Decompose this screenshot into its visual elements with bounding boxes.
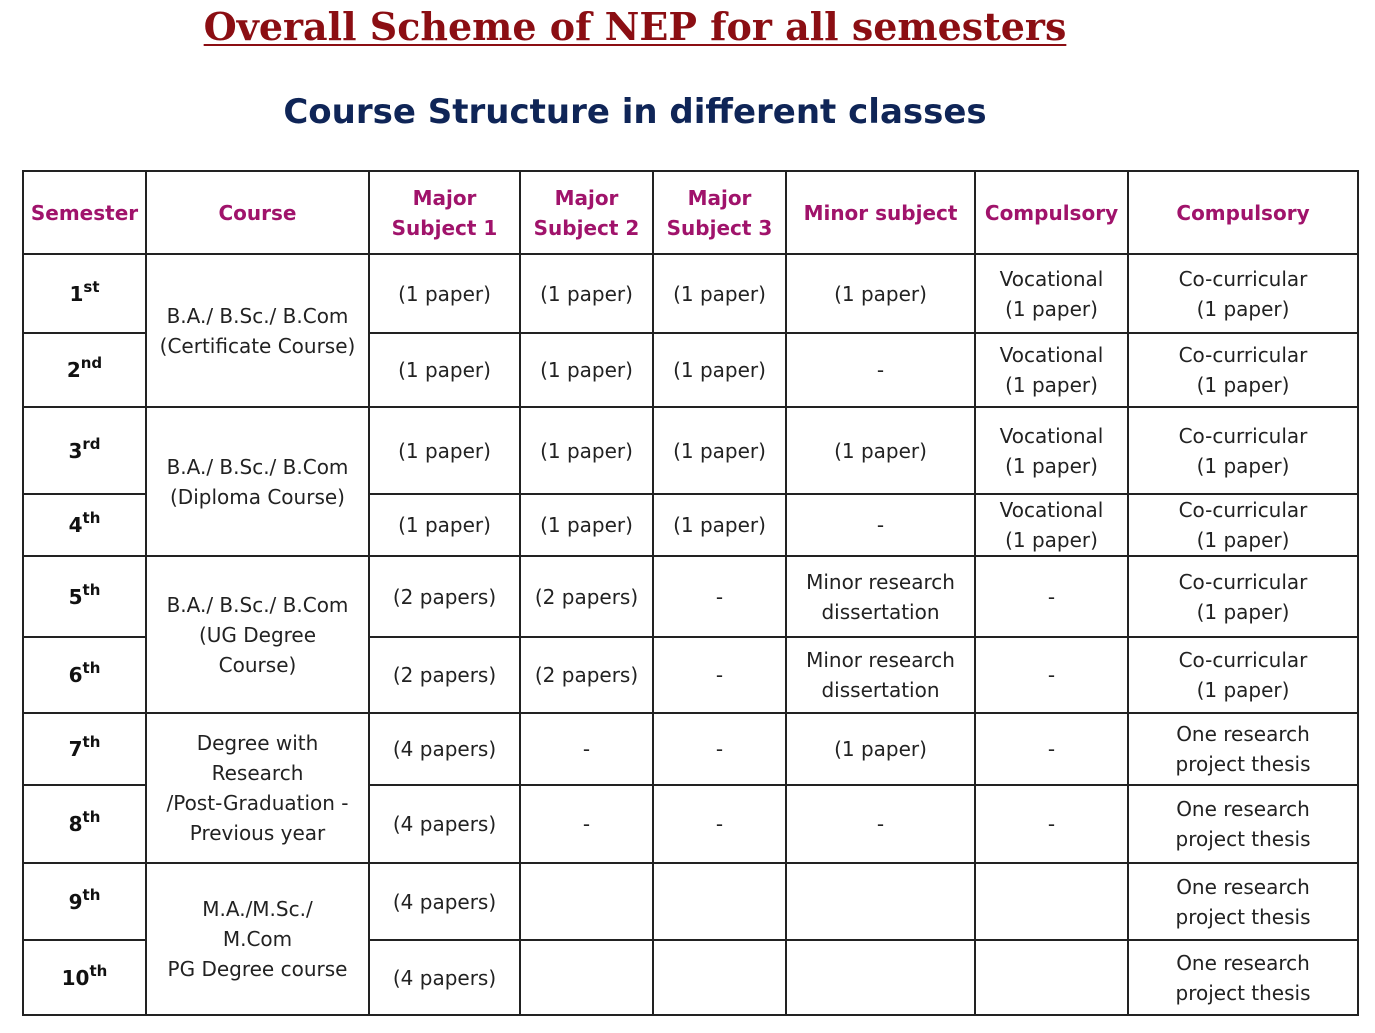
compulsory-vocational-cell (975, 407, 1128, 494)
semester-number: 10 (61, 965, 90, 990)
semester-cell (23, 940, 146, 1015)
header-major-subject-3 (653, 171, 786, 254)
major-subject-2-cell: (1 paper) (520, 254, 653, 333)
cell-line: Co-curricular (1178, 498, 1308, 522)
cell-line: - (876, 513, 885, 537)
major-subject-2-cell: - (520, 785, 653, 863)
compulsory-cocurricular-cell (1128, 494, 1358, 556)
semester-number: 7 (68, 737, 83, 761)
page-subtitle: Course Structure in different classes (283, 92, 987, 132)
page-title: Overall Scheme of NEP for all semesters (203, 4, 1067, 49)
semester-ordinal-suffix: th (82, 659, 101, 677)
header-minor-subject: Minor subject (786, 171, 975, 254)
cell-line: Minor research (806, 569, 955, 594)
major-subject-2-cell: (1 paper) (520, 407, 653, 494)
cell-line: project thesis (1175, 904, 1311, 929)
course-line: Research (211, 761, 304, 785)
cell-line: One research (1176, 874, 1310, 899)
compulsory-vocational-cell (975, 785, 1128, 863)
course-diploma (146, 407, 369, 556)
cell-line: (1 paper) (834, 737, 927, 761)
minor-subject-cell (786, 494, 975, 556)
table-row (23, 254, 1358, 333)
semester-ordinal-suffix: rd (82, 434, 101, 453)
semester-number: 2 (66, 358, 81, 382)
cell-line: dissertation (821, 599, 940, 624)
course-ug-degree (146, 556, 369, 713)
cell-line: project thesis (1175, 980, 1311, 1005)
major-subject-2-cell: - (520, 713, 653, 785)
minor-subject-cell (786, 254, 975, 333)
major-subject-2-cell: (1 paper) (520, 494, 653, 556)
semester-number: 6 (68, 663, 83, 687)
minor-subject-cell (786, 785, 975, 863)
header-major-subject-2 (520, 171, 653, 254)
cell-line: - (876, 358, 885, 382)
course-line: Course) (218, 652, 297, 677)
header-line: Major (412, 185, 477, 210)
compulsory-cocurricular-cell (1128, 713, 1358, 785)
major-subject-3-cell (653, 863, 786, 940)
cell-line: project thesis (1175, 827, 1311, 851)
cell-line: (1 paper) (1196, 296, 1290, 321)
major-subject-1-cell: (4 papers) (369, 785, 520, 863)
cell-line: Co-curricular (1178, 648, 1308, 672)
cell-line: (1 paper) (1196, 373, 1290, 397)
cell-line: (1 paper) (1005, 453, 1098, 478)
course-certificate (146, 254, 369, 407)
table-row (23, 713, 1358, 785)
cell-line: - (1047, 737, 1056, 761)
compulsory-vocational-cell (975, 333, 1128, 407)
major-subject-3-cell: - (653, 637, 786, 713)
compulsory-cocurricular-cell (1128, 254, 1358, 333)
course-line: M.Com (222, 927, 293, 951)
compulsory-vocational-cell (975, 254, 1128, 333)
semester-number: 8 (68, 812, 83, 836)
cell-line: - (1047, 812, 1056, 836)
compulsory-cocurricular-cell (1128, 407, 1358, 494)
course-degree-with-research (146, 713, 369, 863)
major-subject-1-cell: (1 paper) (369, 254, 520, 333)
course-line: B.A./ B.Sc./ B.Com (166, 303, 349, 328)
header-course: Course (146, 171, 369, 254)
table-row (23, 407, 1358, 494)
major-subject-1-cell: (1 paper) (369, 407, 520, 494)
major-subject-1-cell: (2 papers) (369, 637, 520, 713)
cell-line: Vocational (999, 498, 1104, 522)
course-line: Degree with (196, 731, 319, 755)
major-subject-1-cell: (2 papers) (369, 556, 520, 637)
cell-line: (1 paper) (1196, 599, 1290, 624)
cell-line: (1 paper) (1196, 528, 1290, 552)
semester-cell (23, 785, 146, 863)
minor-subject-cell (786, 637, 975, 713)
semester-cell (23, 863, 146, 940)
semester-ordinal-suffix: th (82, 580, 101, 599)
course-pg-degree (146, 863, 369, 1015)
semester-number: 4 (68, 513, 83, 537)
compulsory-cocurricular-cell (1128, 940, 1358, 1015)
cell-line: (1 paper) (1196, 678, 1290, 702)
header-major-subject-1 (369, 171, 520, 254)
cell-line: Vocational (999, 343, 1104, 367)
cell-line: - (1047, 584, 1056, 609)
compulsory-cocurricular-cell (1128, 863, 1358, 940)
course-line: PG Degree course (167, 957, 348, 981)
major-subject-3-cell: - (653, 556, 786, 637)
compulsory-vocational-cell (975, 637, 1128, 713)
course-line: /Post-Graduation - (166, 791, 349, 815)
course-line: B.A./ B.Sc./ B.Com (166, 592, 349, 617)
cell-line: Vocational (999, 423, 1104, 448)
minor-subject-cell (786, 713, 975, 785)
major-subject-2-cell: (1 paper) (520, 333, 653, 407)
header-line: Subject 1 (391, 215, 498, 240)
header-compulsory-vocational: Compulsory (975, 171, 1128, 254)
cell-line: One research (1176, 722, 1310, 746)
cell-line: Co-curricular (1178, 569, 1308, 594)
compulsory-vocational-cell (975, 713, 1128, 785)
major-subject-2-cell: (2 papers) (520, 637, 653, 713)
semester-ordinal-suffix: th (82, 808, 101, 826)
major-subject-2-cell: (2 papers) (520, 556, 653, 637)
semester-ordinal-suffix: th (82, 733, 101, 751)
cell-line: (1 paper) (834, 281, 927, 306)
minor-subject-cell (786, 556, 975, 637)
compulsory-vocational-cell (975, 556, 1128, 637)
header-semester: Semester (23, 171, 146, 254)
major-subject-3-cell: (1 paper) (653, 333, 786, 407)
cell-line: Vocational (999, 266, 1104, 291)
cell-line: - (876, 812, 885, 836)
compulsory-vocational-cell (975, 863, 1128, 940)
semester-number: 5 (68, 584, 83, 609)
major-subject-3-cell: (1 paper) (653, 494, 786, 556)
semester-cell (23, 407, 146, 494)
minor-subject-cell (786, 940, 975, 1015)
semester-ordinal-suffix: th (82, 509, 101, 527)
semester-cell (23, 556, 146, 637)
cell-line: dissertation (821, 678, 940, 702)
major-subject-3-cell: - (653, 713, 786, 785)
cell-line: (1 paper) (1005, 528, 1098, 552)
cell-line: Co-curricular (1178, 343, 1308, 367)
semester-number: 9 (68, 889, 83, 914)
header-compulsory-cocurricular: Compulsory (1128, 171, 1358, 254)
cell-line: Co-curricular (1178, 266, 1308, 291)
table-row (23, 556, 1358, 637)
course-structure-table (22, 170, 1359, 1016)
compulsory-cocurricular-cell (1128, 333, 1358, 407)
cell-line: Co-curricular (1178, 423, 1308, 448)
major-subject-1-cell: (4 papers) (369, 940, 520, 1015)
header-line: Subject 2 (533, 215, 640, 240)
semester-cell (23, 637, 146, 713)
major-subject-3-cell: (1 paper) (653, 254, 786, 333)
semester-cell (23, 713, 146, 785)
semester-number: 3 (68, 438, 83, 463)
semester-cell (23, 254, 146, 333)
course-line: B.A./ B.Sc./ B.Com (166, 454, 349, 479)
cell-line: project thesis (1175, 752, 1311, 776)
header-line: Subject 3 (666, 215, 773, 240)
compulsory-cocurricular-cell (1128, 556, 1358, 637)
semester-cell (23, 494, 146, 556)
compulsory-vocational-cell (975, 940, 1128, 1015)
cell-line: (1 paper) (1005, 373, 1098, 397)
semester-number: 1 (69, 281, 84, 306)
minor-subject-cell (786, 407, 975, 494)
cell-line: One research (1176, 797, 1310, 821)
header-line: Major (554, 185, 619, 210)
semester-ordinal-suffix: nd (80, 354, 103, 372)
minor-subject-cell (786, 863, 975, 940)
course-line: (UG Degree (198, 622, 317, 647)
course-line: Previous year (189, 821, 326, 845)
minor-subject-cell (786, 333, 975, 407)
major-subject-2-cell (520, 863, 653, 940)
major-subject-2-cell (520, 940, 653, 1015)
table-row (23, 863, 1358, 940)
cell-line: (1 paper) (1005, 296, 1098, 321)
semester-cell (23, 333, 146, 407)
cell-line: One research (1176, 950, 1310, 975)
cell-line: - (1047, 663, 1056, 687)
course-line: (Certificate Course) (159, 333, 356, 358)
compulsory-vocational-cell (975, 494, 1128, 556)
cell-line: (1 paper) (1196, 453, 1290, 478)
compulsory-cocurricular-cell (1128, 785, 1358, 863)
major-subject-1-cell: (4 papers) (369, 713, 520, 785)
cell-line: Minor research (806, 648, 955, 672)
course-line: M.A./M.Sc./ (202, 897, 313, 921)
header-line: Major (687, 185, 752, 210)
semester-ordinal-suffix: st (83, 277, 100, 296)
major-subject-3-cell: - (653, 785, 786, 863)
major-subject-1-cell: (1 paper) (369, 494, 520, 556)
compulsory-cocurricular-cell (1128, 637, 1358, 713)
course-line: (Diploma Course) (170, 484, 345, 509)
semester-ordinal-suffix: th (89, 961, 108, 980)
major-subject-3-cell: (1 paper) (653, 407, 786, 494)
major-subject-3-cell (653, 940, 786, 1015)
header-row (23, 171, 1358, 254)
semester-ordinal-suffix: th (82, 885, 101, 904)
major-subject-1-cell: (1 paper) (369, 333, 520, 407)
major-subject-1-cell: (4 papers) (369, 863, 520, 940)
cell-line: (1 paper) (834, 438, 927, 463)
